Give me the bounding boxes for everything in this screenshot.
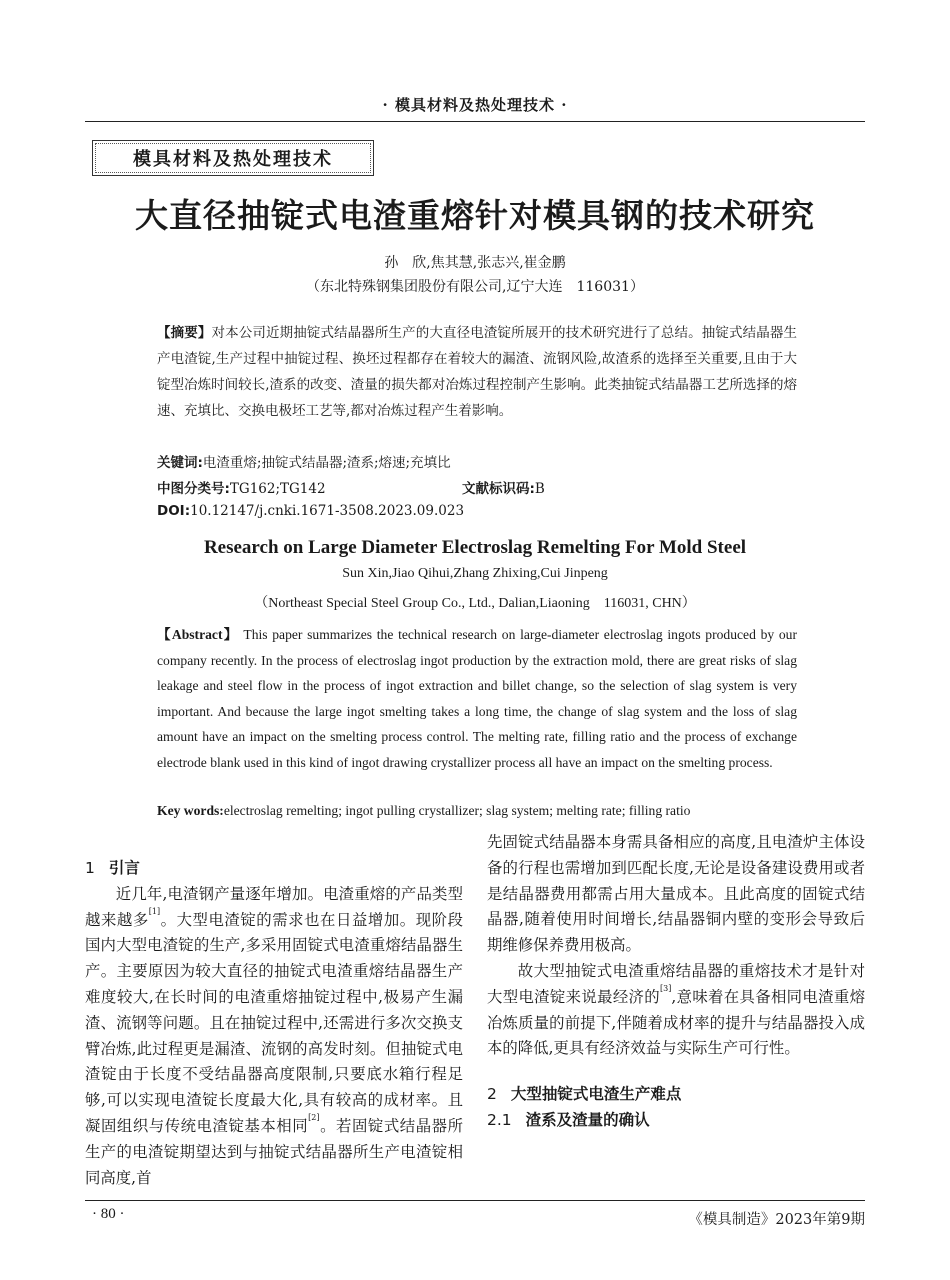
- abstract-cn-text: 对本公司近期抽锭式结晶器所生产的大直径电渣锭所展开的技术研究进行了总结。抽锭式结晶器生产电渣锭,生产过程中抽锭过程、换坯过程都存在着较大的漏渣、流钢风险,故渣系的选择至关重要,且由于大锭型冶炼时间较长,渣系的改变、渣量的损失都对冶炼过程控制产生影响。此类抽锭式结晶器工艺所选择的熔速、充填比、交换电极坯工艺等,都对冶炼过程产生着影响。: [157, 325, 798, 419]
- citation-3[interactable]: [3]: [660, 983, 672, 993]
- section-1-number: 1: [85, 859, 95, 877]
- paragraph-1: [85, 882, 463, 1192]
- paragraph-1-text-a: 近几年,电渣钢产量逐年增加。电渣重熔的产品类型越来越多: [85, 884, 463, 929]
- section-2-1-number: 2.1: [487, 1110, 512, 1129]
- paragraph-3-text-a: 故大型抽锭式电渣重熔结晶器的重熔技术才是针对大型电渣锭来说最经济的: [487, 961, 865, 1006]
- clc-label: 中图分类号:: [157, 481, 230, 497]
- abstract-en: [157, 622, 797, 775]
- header-rule: [85, 121, 865, 122]
- abstract-en-text: This paper summarizes the technical research on large-diameter electroslag ingots produced by our company recently. In the process of electroslag ingot production by the extraction mold, there are great risks of slag leakage and steel flow in the process of ingot extraction and billet change, so the selection of slag system is very important. And because the large ingot smelting takes a long time, the change of slag system and the loss of slag amount have an impact on the smelting process control. The melting rate, filling ratio and the process of exchange electrode blank used in this kind of ingot drawing crystallizer process all have an impact on the smelting process.: [157, 627, 797, 770]
- authors-en: Sun Xin,Jiao Qihui,Zhang Zhixing,Cui Jinpeng: [342, 566, 608, 581]
- paper-title: 大直径抽锭式电渣重熔针对模具钢的技术研究: [135, 196, 815, 235]
- section-1-title: 引言: [108, 859, 140, 877]
- paragraph-1-text-c: 。若固锭式结晶器所生产的电渣锭期望达到与抽锭式结晶器所生产电渣锭相同高度,首: [85, 1116, 463, 1187]
- running-head: · 模具材料及热处理技术 ·: [382, 96, 568, 114]
- doi-label: DOI:: [157, 503, 191, 519]
- paragraph-3-text-b: ,意味着在具备相同电渣重熔冶炼质量的前提下,伴随着成材率的提升与结晶器投入成本的降低,更具有经济效益与实际生产可行性。: [487, 987, 865, 1058]
- keywords-cn: [157, 451, 797, 471]
- keywords-en-text: electroslag remelting; ingot pulling crystallizer; slag system; melting rate; filling ratio: [223, 803, 691, 818]
- paper-title-en: Research on Large Diameter Electroslag Remelting For Mold Steel: [203, 537, 747, 558]
- classification-line: [157, 477, 797, 497]
- keywords-en: [157, 803, 817, 819]
- affiliation-en: （Northeast Special Steel Group Co., Ltd., Dalian,Liaoning 116031, CHN）: [254, 596, 696, 611]
- section-2-title: 大型抽锭式电渣生产难点: [510, 1085, 682, 1104]
- doc-code: [462, 477, 545, 497]
- affiliation-cn: （东北特殊钢集团股份有限公司,辽宁大连 116031）: [306, 279, 644, 295]
- section-2-1-heading: [487, 1108, 865, 1134]
- section-2-heading: [487, 1082, 865, 1108]
- doi-text: 10.12147/j.cnki.1671-3508.2023.09.023: [190, 503, 465, 519]
- abstract-cn-label: 【摘要】: [157, 325, 212, 341]
- paragraph-2: 先固锭式结晶器本身需具备相应的高度,且电渣炉主体设备的行程也需增加到匹配长度,无论是设备建设费用或者是结晶器费用都需占用大量成本。且此高度的固锭式结晶器,随着使用时间增长,结晶器铜内壁的变形会导致后期维修保养费用极高。: [487, 833, 865, 955]
- doc-code-label: 文献标识码:: [462, 481, 535, 497]
- doi-line: [157, 503, 797, 519]
- keywords-en-label: Key words:: [157, 803, 224, 818]
- section-2-1-title: 渣系及渣量的确认: [525, 1110, 650, 1129]
- keywords-cn-text: 电渣重熔;抽锭式结晶器;渣系;熔速;充填比: [202, 455, 451, 471]
- column-tag: [92, 140, 374, 176]
- paragraph-1-text-b: 。大型电渣锭的需求也在日益增加。现阶段国内大型电渣锭的生产,多采用固锭式电渣重熔结晶器生产。主要原因为较大直径的抽锭式电渣重熔结晶器生产难度较大,在长时间的电渣重熔抽锭过程中,极易产生漏渣、流钢等问题。且在抽锭过程中,还需进行多次交换支臂冶炼,此过程更是漏渣、流钢的高发时刻。但抽锭式电渣锭由于长度不受结晶器高度限制,只要底水箱行程足够,可以实现电渣锭长度最大化,具有较高的成材率。且凝固组织与传统电渣锭基本相同: [85, 910, 463, 1135]
- body-column-right: [487, 830, 865, 1134]
- column-tag-label: 模具材料及热处理技术: [133, 149, 333, 170]
- keywords-cn-label: 关键词:: [157, 455, 203, 471]
- footer-rule: [85, 1200, 865, 1201]
- citation-2[interactable]: [2]: [308, 1112, 320, 1122]
- abstract-cn: [157, 320, 797, 424]
- section-1-heading: [85, 856, 463, 882]
- section-2-number: 2: [487, 1085, 497, 1104]
- page-number: · 80 ·: [92, 1206, 125, 1222]
- doc-code-text: B: [534, 481, 545, 497]
- clc-text: TG162;TG142: [229, 481, 326, 497]
- body-column-left: [85, 856, 463, 1191]
- journal-issue: 《模具制造》2023年第9期: [688, 1212, 865, 1228]
- paragraph-3: [487, 959, 865, 1062]
- authors-cn: 孙 欣,焦其慧,张志兴,崔金鹏: [384, 255, 566, 271]
- abstract-en-label: 【Abstract】: [157, 627, 239, 642]
- citation-1[interactable]: [1]: [148, 906, 161, 916]
